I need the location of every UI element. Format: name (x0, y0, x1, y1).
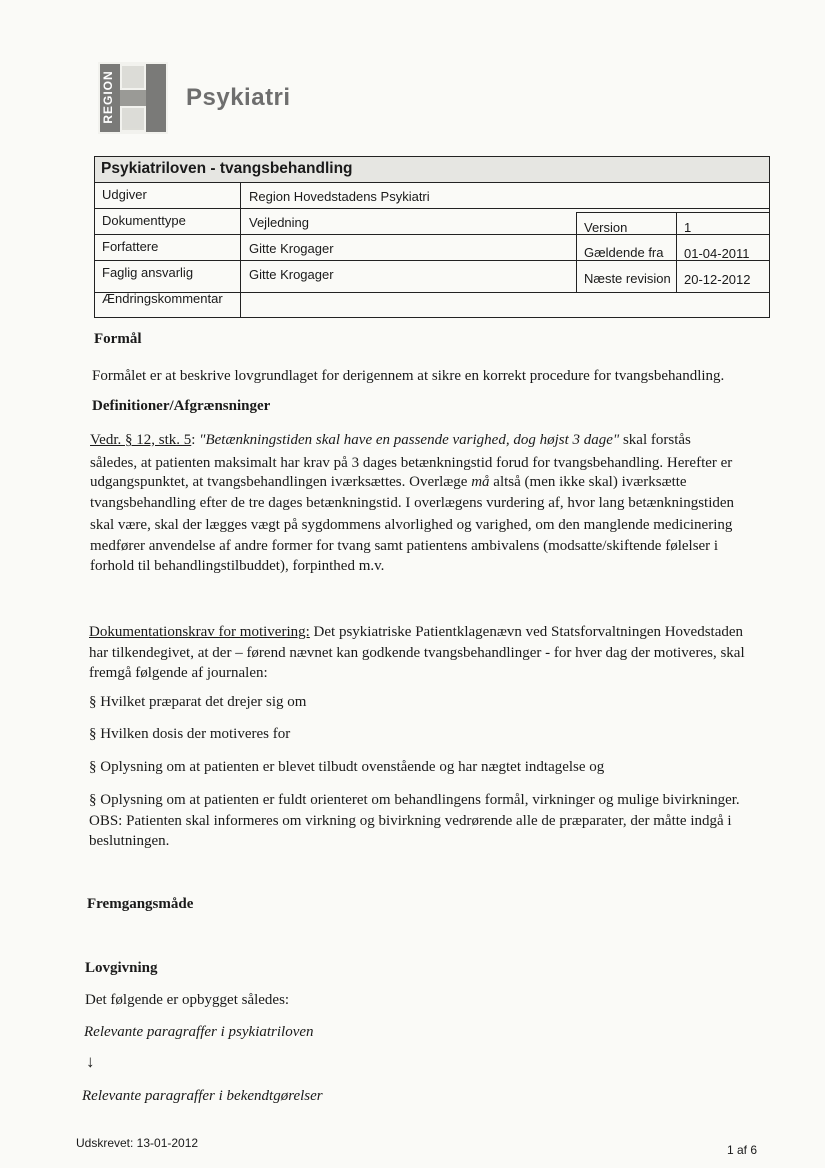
list-item-4-line-1: § Oplysning om at patienten er fuldt orienteret om behandlingens formål, virkninger og mulige bivirkninger. (89, 792, 740, 808)
value-aendringskommentar (244, 294, 574, 300)
region-logo (98, 62, 168, 134)
dok-line-1 (89, 622, 743, 642)
def-line-2: således, at patienten maksimalt har krav på 3 dages betænkningstid forud for tvangsbehandling. Herefter er (90, 455, 733, 471)
formal-text: Formålet er at beskrive lovgrundlaget for derigennem at sikre en korrekt procedure for tvangsbehandling. (92, 368, 725, 384)
def-line-5: skal være, skal der lægges vægt på sygdommens alvorlighed og varighed, om den manglende medicinering (90, 517, 733, 533)
value-faglig-ansvarlig: Gitte Krogager (249, 267, 334, 282)
heading-lovgivning: Lovgivning (85, 960, 158, 976)
dok-line-3: fremgå følgende af journalen: (89, 665, 268, 681)
list-item-2: § Hvilken dosis der motiveres for (89, 726, 291, 742)
document-metadata-table (94, 156, 770, 318)
relevant-bekendtgorelser: Relevante paragraffer i bekendtgørelser (82, 1088, 323, 1104)
def-line-6: medfører anvendelse af andre former for tvang samt patientens ambivalens (modsatte/skiftende følelser i (90, 538, 719, 554)
def-line3-b: altså (men ikke skal) iværksætte (489, 474, 687, 490)
document-title: Psykiatriloven - tvangsbehandling (95, 157, 769, 183)
logo-region-text: REGION (101, 70, 115, 124)
label-gaeldende-fra: Gældende fra (584, 245, 664, 260)
def-line-7: forhold til behandlingstilbuddet), forpinthed m.v. (90, 558, 385, 574)
def-line-1 (90, 430, 691, 450)
def-quote: "Betænkningstiden skal have en passende varighed, dog højst 3 dage" (199, 432, 620, 448)
list-item-3: § Oplysning om at patienten er blevet tilbudt ovenstående og har nægtet indtagelse og (89, 759, 605, 775)
def-line1-rest: skal forstås (619, 432, 691, 448)
value-gaeldende-fra: 01-04-2011 (684, 246, 750, 261)
def-line3-ma: må (471, 474, 490, 490)
label-naeste-revision: Næste revision (584, 271, 671, 286)
list-item-1: § Hvilket præparat det drejer sig om (89, 694, 307, 710)
heading-formal: Formål (94, 331, 142, 347)
heading-definitioner: Definitioner/Afgrænsninger (92, 398, 271, 414)
relevant-psykiatriloven: Relevante paragraffer i psykiatriloven (84, 1024, 314, 1040)
lovgivning-text: Det følgende er opbygget således: (85, 992, 290, 1008)
value-version: 1 (684, 220, 692, 235)
label-faglig-ansvarlig: Faglig ansvarlig (102, 265, 194, 280)
heading-fremgangsmade: Fremgangsmåde (87, 896, 194, 912)
page-number: 1 af 6 (727, 1143, 758, 1157)
label-dokumenttype: Dokumenttype (102, 213, 186, 228)
def-ref: Vedr. § 12, stk. 5 (90, 432, 192, 448)
def-line-3 (90, 472, 687, 492)
value-dokumenttype: Vejledning (249, 215, 309, 230)
print-date: Udskrevet: 13-01-2012 (76, 1136, 199, 1150)
dok-line1-rest: Det psykiatriske Patientklagenævn ved Statsforvaltningen Hovedstaden (309, 624, 744, 640)
dok-line-2: har tilkendegivet, at der – førend nævnet kan godkende tvangsbehandlinger - for hver dag der motiveres, skal (89, 645, 745, 661)
arrow-down-icon: ↓ (86, 1052, 95, 1071)
dok-ref: Dokumentationskrav for motivering: (89, 624, 310, 640)
label-version: Version (584, 220, 628, 235)
label-aendringskommentar: Ændringskommentar (102, 291, 223, 306)
def-line3-a: udgangspunktet, at tvangsbehandlingen iværksættes. Overlæge (90, 474, 472, 490)
value-forfattere: Gitte Krogager (249, 241, 334, 256)
logo-name: Psykiatri (186, 84, 291, 111)
label-forfattere: Forfattere (102, 239, 159, 254)
value-naeste-revision: 20-12-2012 (684, 272, 751, 287)
list-item-4-line-3: beslutningen. (89, 833, 170, 849)
list-item-4-line-2: OBS: Patienten skal informeres om virkning og bivirkning vedrørende alle de præparater, der måtte indgå i (89, 813, 732, 829)
def-line-4: tvangsbehandling efter de tre dages betænkningstid. I overlægens vurdering af, hvor lang betænkningstiden (90, 495, 735, 511)
label-udgiver: Udgiver (102, 187, 147, 202)
def-colon: : (191, 432, 200, 448)
value-udgiver: Region Hovedstadens Psykiatri (249, 189, 430, 204)
